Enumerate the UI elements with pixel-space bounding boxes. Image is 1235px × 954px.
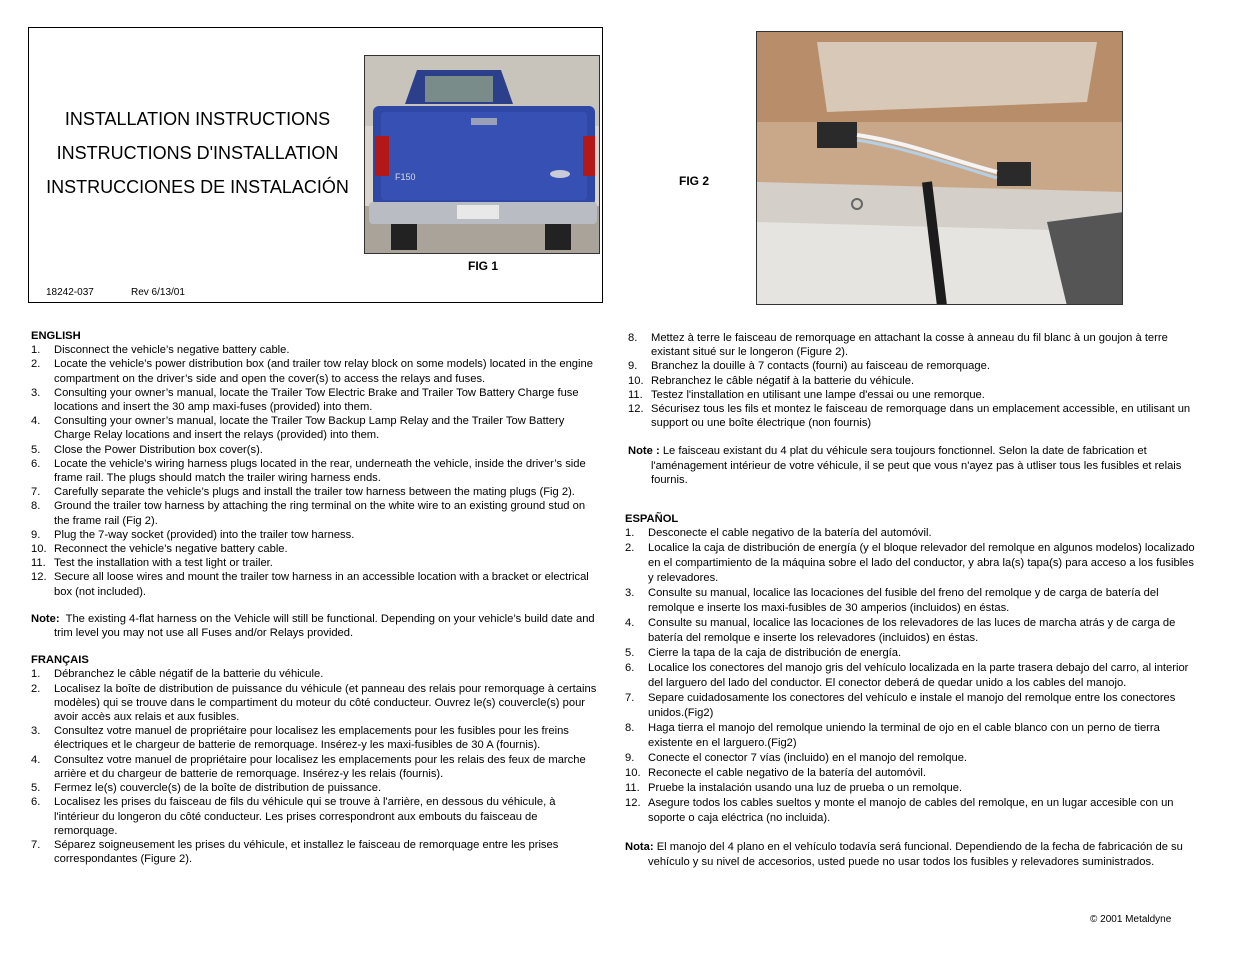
spanish-steps xyxy=(625,526,1199,826)
step-text: Haga tierra el manojo del remolque uniendo la terminal de ojo en el cable blanco con un perno de tierra existente en el larguero.(Fig2) xyxy=(648,722,1160,750)
step-text: Conecte el conector 7 vías (incluido) en el manojo del remolque. xyxy=(648,752,968,765)
step-text: Asegure todos los cables sueltos y monte el manojo de cables del remolque, en un lugar accesible con un soporte o caja eléctrica (no incluida). xyxy=(648,797,1174,825)
fig1-truck-photo xyxy=(364,55,600,254)
list-item xyxy=(628,359,1198,373)
list-item xyxy=(31,528,597,542)
step-number: 3. xyxy=(625,587,635,600)
step-number: 7. xyxy=(31,838,41,851)
step-text: Plug the 7-way socket (provided) into the trailer tow harness. xyxy=(54,528,355,541)
step-text: Fermez le(s) couvercle(s) de la boîte de distribution de puissance. xyxy=(54,782,382,795)
list-item xyxy=(31,499,597,527)
step-number: 11. xyxy=(31,557,46,570)
list-item xyxy=(31,667,597,681)
french-heading: FRANÇAIS xyxy=(31,654,89,667)
step-number: 3. xyxy=(31,386,41,399)
step-text: Ground the trailer tow harness by attaching the ring terminal on the white wire to an existing ground stud on the frame rail (Fig 2). xyxy=(54,500,586,527)
step-text: Cierre la tapa de la caja de distribución de energía. xyxy=(648,647,902,660)
step-text: Localice la caja de distribución de energía (y el bloque relevador del remolque en algunos modelos) localizado en el compartimiento de la máquina sobre el lado del conductor, y abra la(s) tapa(s) para acceso a los fusibles y relevadores. xyxy=(648,542,1195,585)
step-number: 6. xyxy=(31,457,41,470)
list-item xyxy=(31,414,597,442)
step-text: Rebranchez le câble négatif à la batterie du véhicule. xyxy=(651,374,915,387)
step-text: Pruebe la instalación usando una luz de prueba o un remolque. xyxy=(648,782,963,795)
revision-date: Rev 6/13/01 xyxy=(131,287,185,298)
list-item xyxy=(625,721,1199,751)
step-number: 9. xyxy=(625,752,635,765)
french-steps-part2 xyxy=(628,331,1198,430)
step-text: Consulte su manual, localice las locaciones del fusible del freno del remolque y de carga de batería del remolque e inserte los maxi-fusibles de 30 amperios (incluidos) en éstas. xyxy=(648,587,1159,615)
list-item xyxy=(625,661,1199,691)
step-text: Consulting your owner’s manual, locate the Trailer Tow Backup Lamp Relay and the Trailer Tow Battery Charge Relay locations and insert the relays (provided) into them. xyxy=(54,415,565,442)
list-item xyxy=(625,541,1199,586)
step-text: Separe cuidadosamente los conectores del vehículo e instale el manojo del remolque entre los conectores unidos.(Fig2) xyxy=(648,692,1176,720)
step-text: Localisez les prises du faisceau de fils du véhicule qui se trouve à l'arrière, en dessous du véhicule, à l'intérieur du longeron du côté conducteur. Les prises correspondront aux embouts du faisceau de remorquage. xyxy=(54,796,556,837)
copyright: © 2001 Metaldyne xyxy=(1090,914,1172,925)
list-item xyxy=(625,616,1199,646)
step-number: 2. xyxy=(625,542,635,555)
french-note xyxy=(628,444,1198,487)
step-number: 10. xyxy=(628,374,644,387)
step-text: Consultez votre manuel de propriétaire pour localisez les emplacements pour les relais des feux de marche arrière et du chargeur de batterie de remorquage. Insérez-y les relais (fournis). xyxy=(54,753,586,780)
step-number: 9. xyxy=(628,360,638,373)
spanish-note xyxy=(625,840,1199,870)
french-note-label: Note : xyxy=(628,445,660,458)
list-item xyxy=(625,691,1199,721)
fig1-label: FIG 1 xyxy=(468,259,499,273)
list-item xyxy=(628,374,1198,388)
step-number: 8. xyxy=(628,332,638,344)
truck-rear-illustration xyxy=(365,56,600,254)
english-section xyxy=(31,329,597,866)
step-number: 12. xyxy=(31,571,47,584)
part-number: 18242-037 xyxy=(46,287,94,298)
step-number: 2. xyxy=(31,682,41,695)
step-number: 6. xyxy=(31,796,41,809)
list-item xyxy=(625,796,1199,826)
spanish-note-text: El manojo del 4 plano en el vehículo todavía será funcional. Dependiendo de la fecha de fabricación de su vehículo y su nivel de accesorios, usted puede no usar todos los fusibles y relevadores suministrados. xyxy=(648,841,1183,869)
step-number: 1. xyxy=(31,344,41,357)
list-item xyxy=(31,838,597,866)
list-item xyxy=(31,542,597,556)
list-item xyxy=(625,586,1199,616)
english-note-text: The existing 4-flat harness on the Vehicle will still be functional. Depending on your vehicle’s build date and trim level you may not use all Fuses and/or Relays provided. xyxy=(54,612,595,640)
fig2-harness-photo xyxy=(756,31,1123,305)
step-number: 12. xyxy=(625,797,641,810)
fig2-label: FIG 2 xyxy=(679,174,710,188)
list-item xyxy=(31,682,597,725)
list-item xyxy=(625,781,1199,796)
step-text: Desconecte el cable negativo de la batería del automóvil. xyxy=(648,527,932,540)
title-english: INSTALLATION INSTRUCTIONS xyxy=(64,109,331,129)
spanish-section xyxy=(625,512,1199,870)
step-number: 4. xyxy=(31,753,41,766)
spanish-heading: ESPAÑOL xyxy=(625,513,679,525)
step-number: 4. xyxy=(31,415,41,428)
list-item xyxy=(31,443,597,457)
list-item xyxy=(628,388,1198,402)
step-number: 9. xyxy=(31,528,41,541)
title-french: INSTRUCTIONS D'INSTALLATION xyxy=(56,143,339,163)
step-text: Débranchez le câble négatif de la batterie du véhicule. xyxy=(54,668,324,681)
list-item xyxy=(31,386,597,414)
list-item xyxy=(628,402,1198,430)
step-text: Consulte su manual, localice las locaciones de los relevadores de las luces de marcha atrás y de carga de batería del remolque e inserte los relevadores (incluidos) en éstas. xyxy=(648,617,1176,645)
step-text: Localisez la boîte de distribution de puissance du véhicule (et panneau des relais pour remorquage à certains modèles) qui se trouve dans le compartiment du moteur du côté conducteur. Ouvrez le(s) couvercle(s) pour avoir accès aux relais et aux fusibles. xyxy=(54,682,597,724)
step-text: Carefully separate the vehicle’s plugs and install the trailer tow harness between the mating plugs (Fig 2). xyxy=(54,486,575,499)
list-item xyxy=(31,781,597,795)
list-item xyxy=(31,795,597,838)
step-text: Consulting your owner’s manual, locate the Trailer Tow Electric Brake and Trailer Tow Battery Charge fuse locations and insert the 30 amp maxi-fuses (provided) into them. xyxy=(54,386,579,414)
french-note-text: Le faisceau existant du 4 plat du véhicule sera toujours fonctionnel. Selon la date de fabrication et l'aménagement intérieur de votre véhicule, il se peut que vous n'ayez pas à utliser tous les fusibles et relais fournis. xyxy=(651,445,1182,486)
step-number: 5. xyxy=(31,782,41,795)
step-text: Branchez la douille à 7 contacts (fourni) au faisceau de remorquage. xyxy=(651,360,990,373)
step-number: 10. xyxy=(625,767,641,780)
list-item xyxy=(31,457,597,485)
step-number: 10. xyxy=(31,543,47,556)
step-text: Test the installation with a test light or trailer. xyxy=(54,557,273,570)
list-item xyxy=(31,570,597,598)
step-number: 8. xyxy=(625,722,635,735)
list-item xyxy=(31,357,597,385)
truck-badge: F150 xyxy=(395,172,416,182)
title-spanish: INSTRUCCIONES DE INSTALACIÓN xyxy=(46,177,349,197)
step-number: 5. xyxy=(31,443,41,456)
step-text: Secure all loose wires and mount the trailer tow harness in an accessible location with a bracket or electrical box (not included). xyxy=(54,571,589,598)
list-item xyxy=(625,751,1199,766)
english-note-label: Note: xyxy=(31,612,60,625)
step-number: 11. xyxy=(628,388,643,401)
english-steps xyxy=(31,343,597,599)
step-number: 1. xyxy=(625,527,635,540)
list-item xyxy=(625,766,1199,781)
list-item xyxy=(31,724,597,752)
step-text: Disconnect the vehicle’s negative battery cable. xyxy=(54,344,290,357)
step-text: Testez l'installation en utilisant une lampe d'essai ou une remorque. xyxy=(651,388,985,401)
french-continued-section xyxy=(628,331,1198,487)
step-number: 11. xyxy=(625,782,640,795)
step-text: Localice los conectores del manojo gris del vehículo localizada en la parte trasera debajo del carro, al interior del larguero del lado del conductor. El conector deberá de quedar unido a los cables del manojo. xyxy=(648,662,1189,690)
step-text: Reconecte el cable negativo de la batería del automóvil. xyxy=(648,767,926,780)
harness-illustration xyxy=(757,32,1123,305)
french-steps-part1 xyxy=(31,667,597,866)
english-heading: ENGLISH xyxy=(31,330,81,342)
step-number: 2. xyxy=(31,358,41,371)
list-item xyxy=(31,485,597,499)
step-text: Sécurisez tous les fils et montez le faisceau de remorquage dans un emplacement accessible, en utilisant un support ou une boîte électrique (non fournis) xyxy=(651,403,1191,430)
step-number: 5. xyxy=(625,647,635,660)
step-text: Close the Power Distribution box cover(s). xyxy=(54,443,263,456)
step-number: 7. xyxy=(625,692,635,705)
step-text: Reconnect the vehicle’s negative battery cable. xyxy=(54,543,288,556)
step-number: 8. xyxy=(31,500,41,513)
step-number: 6. xyxy=(625,662,635,675)
step-number: 3. xyxy=(31,725,41,738)
step-number: 12. xyxy=(628,403,644,416)
spanish-note-label: Nota: xyxy=(625,841,654,854)
list-item xyxy=(31,556,597,570)
step-number: 1. xyxy=(31,668,41,681)
list-item xyxy=(628,331,1198,359)
step-number: 7. xyxy=(31,486,41,499)
step-text: Locate the vehicle’s wiring harness plugs located in the rear, underneath the vehicle, inside the driver’s side frame rail. The plugs should match the trailer wiring harness ends. xyxy=(54,457,586,485)
list-item xyxy=(31,343,597,357)
step-text: Consultez votre manuel de propriétaire pour localisez les emplacements pour les fusibles pour les freins électriques et le chargeur de batterie de remorquage. Insérez-y les maxi-fusibles de 30 A (fournis). xyxy=(54,725,569,752)
list-item xyxy=(625,526,1199,541)
list-item xyxy=(625,646,1199,661)
step-text: Séparez soigneusement les prises du véhicule, et installez le faisceau de remorquage entre les prises correspondantes (Figure 2). xyxy=(54,838,559,866)
step-text: Locate the vehicle’s power distribution box (and trailer tow relay block on some models) located in the engine compartment on the driver’s side and open the cover(s) to access the relays and fuses. xyxy=(54,358,593,385)
step-number: 4. xyxy=(625,617,635,630)
list-item xyxy=(31,753,597,781)
step-text: Mettez à terre le faisceau de remorquage en attachant la cosse à anneau du fil blanc à un goujon à terre existant situé sur le longeron (Figure 2). xyxy=(651,332,1168,359)
english-note xyxy=(31,612,597,640)
